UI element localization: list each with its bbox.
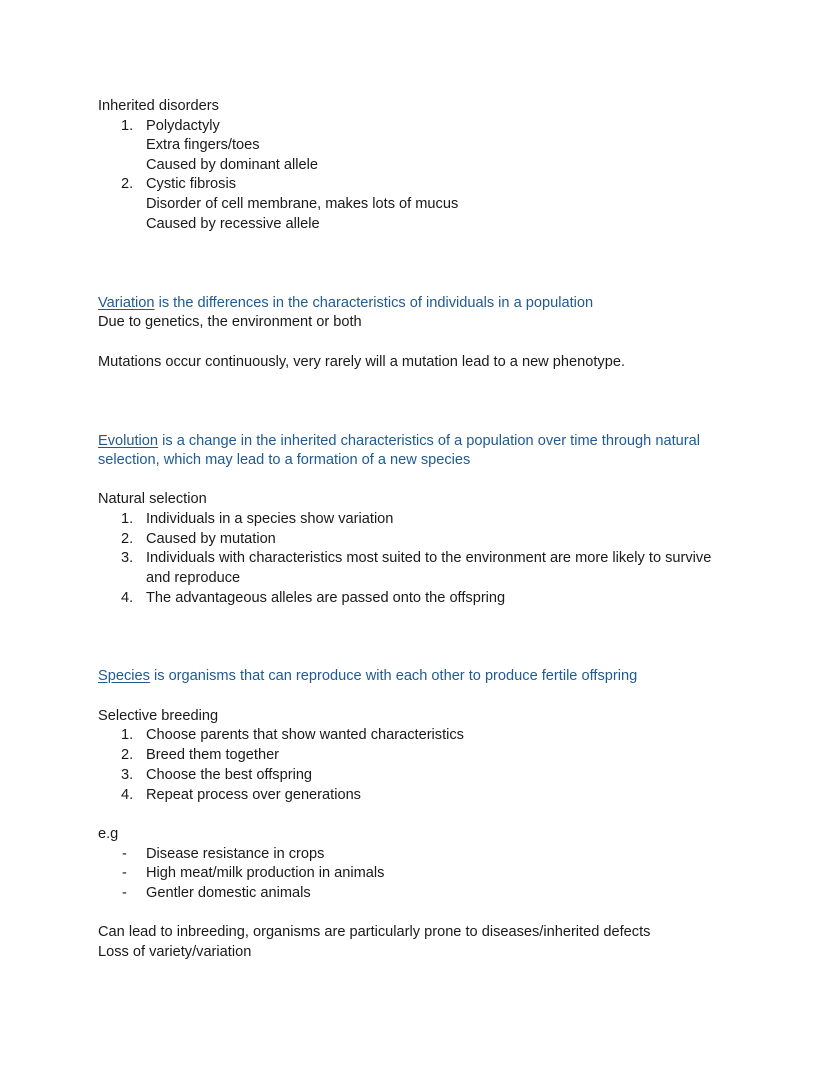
variation-definition	[98, 293, 593, 313]
list-item: Repeat process over generations	[146, 787, 361, 803]
variation-definition-text: is the differences in the characteristics of individuals in a population	[154, 295, 594, 311]
variation-loss-note: Loss of variety/variation	[98, 944, 252, 960]
selective-breeding-heading: Selective breeding	[98, 708, 219, 724]
list-number: 2.	[121, 176, 134, 192]
list-item: Caused by mutation	[146, 531, 276, 547]
bullet-item: Gentler domestic animals	[146, 885, 311, 901]
list-number: 1.	[121, 118, 134, 134]
list-item-cystic-fibrosis: Cystic fibrosis	[146, 176, 237, 192]
list-item-detail: Caused by recessive allele	[146, 216, 320, 232]
list-item: Choose parents that show wanted characteristics	[146, 727, 464, 743]
list-item: Individuals in a species show variation	[146, 511, 394, 527]
inbreeding-note: Can lead to inbreeding, organisms are particularly prone to diseases/inherited defects	[98, 924, 651, 940]
variation-causes: Due to genetics, the environment or both	[98, 314, 362, 330]
list-number: 4.	[121, 590, 134, 606]
evolution-definition	[98, 431, 700, 451]
list-number: 2.	[121, 531, 134, 547]
list-item-detail: Caused by dominant allele	[146, 157, 318, 173]
mutations-note: Mutations occur continuously, very rarely will a mutation lead to a new phenotype.	[98, 354, 625, 370]
list-item-detail: Extra fingers/toes	[146, 137, 260, 153]
variation-term: Variation	[98, 295, 155, 311]
natural-selection-heading: Natural selection	[98, 491, 207, 507]
list-number: 1.	[121, 511, 134, 527]
species-definition-text: is organisms that can reproduce with each other to produce fertile offspring	[149, 668, 638, 684]
species-definition	[98, 666, 637, 686]
species-term: Species	[98, 668, 150, 684]
list-item: The advantageous alleles are passed onto the offspring	[146, 590, 506, 606]
list-item: Breed them together	[146, 747, 280, 763]
bullet-dash: -	[122, 846, 127, 862]
bullet-dash: -	[122, 865, 127, 881]
list-number: 3.	[121, 767, 134, 783]
examples-heading: e.g	[98, 826, 119, 842]
list-number: 3.	[121, 550, 134, 566]
list-item-detail: Disorder of cell membrane, makes lots of mucus	[146, 196, 459, 212]
evolution-term: Evolution	[98, 433, 159, 449]
bullet-dash: -	[122, 885, 127, 901]
bullet-item: Disease resistance in crops	[146, 846, 325, 862]
list-number: 4.	[121, 787, 134, 803]
bullet-item: High meat/milk production in animals	[146, 865, 385, 881]
list-number: 2.	[121, 747, 134, 763]
inherited-disorders-heading: Inherited disorders	[98, 98, 219, 114]
list-item: Individuals with characteristics most suited to the environment are more likely to survive	[146, 550, 712, 566]
evolution-definition-text: is a change in the inherited characteristics of a population over time through natural	[158, 433, 700, 449]
list-item: Choose the best offspring	[146, 767, 313, 783]
list-item-continued: and reproduce	[146, 570, 241, 586]
evolution-definition-continued: selection, which may lead to a formation of a new species	[98, 452, 471, 468]
list-number: 1.	[121, 727, 134, 743]
list-item-polydactyly: Polydactyly	[146, 118, 220, 134]
